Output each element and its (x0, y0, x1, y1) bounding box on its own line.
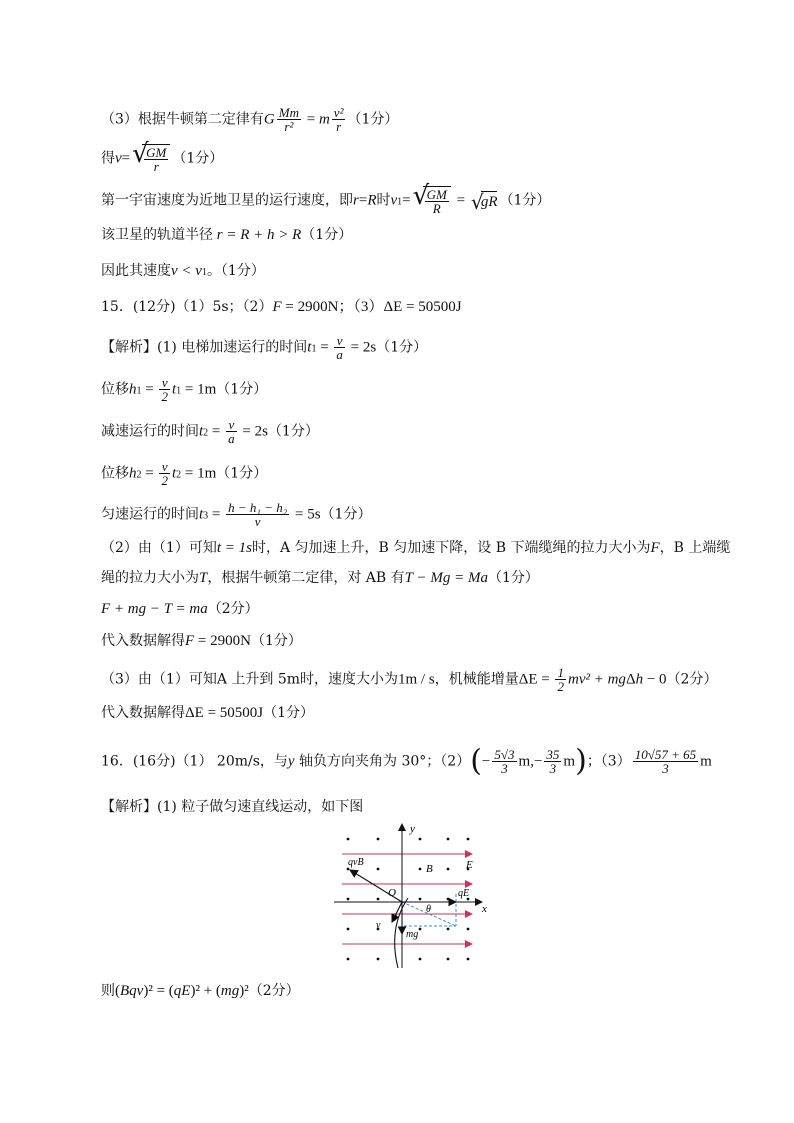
mg-label: mg (406, 929, 419, 940)
q15-analysis-7: 绳的拉力大小为T，根据牛顿第二定律，对 AB 有T − Mg = Ma（1分） (101, 570, 539, 586)
v-label: v (376, 920, 381, 931)
q15-analysis-4: 位移h2 = $\frac{v}{2}$ t2 = 1m（1分） (101, 459, 268, 488)
q15-analysis-3: 减速运行的时间t2 = $\frac{v}{a}$ = 2s（1分） (101, 417, 319, 446)
answer-line-1: （3）根据牛顿第二定律有G $\frac{Mm}{\text{r²}}$ = m $\frac{\text{v²}}{r}$ （1分） (101, 105, 399, 134)
answer-line-3: 第一宇宙速度为近地卫星的运行速度，即r=R时v1= √ $\frac{GM}{R}$ = √ gR （1分） (101, 181, 551, 216)
q15-analysis-6: （2）由（1）可知t = 1s时，A 匀加速上升，B 匀加速下降，设 B 下端缆绳的拉力大小为F，B 上端缆 (101, 540, 731, 556)
theta-label-1: θ (426, 904, 431, 915)
theta-label-2: θ (392, 913, 397, 924)
q15-analysis-1: 【解析】(1) 电梯加速运行的时间t1 = $\frac{v}{a}$ = 2s（1分） (101, 333, 428, 362)
answer-line-2: 得v= √ $\frac{GM}{r}$ （1分） (101, 139, 224, 174)
q15-analysis-5: 匀速运行的时间t3 = $\frac{\text{h − h₁ − h₂}}{v}$ = 5s（1分） (101, 500, 372, 529)
answer-line-4: 该卫星的轨道半径 r = R + h > R（1分） (101, 227, 353, 243)
x-axis-label: x (482, 903, 487, 915)
q15-analysis-2: 位移h1 = $\frac{v}{2}$ t1 = 1m（1分） (101, 375, 268, 404)
y-axis-label: y (410, 823, 415, 835)
q15-analysis-9: 代入数据解得F = 2900N（1分） (101, 633, 302, 649)
q15-analysis-8: F + mg − T = ma（2分） (101, 601, 259, 617)
q15-answer: 15．(12分)（1）5s；（2）F = 2900N；（3）ΔE = 50500J (101, 299, 462, 315)
q16-analysis-2: 则(Bqv)² = (qE)² + (mg)²（2分） (101, 983, 300, 999)
origin-label: O (388, 887, 396, 899)
q16-analysis-1: 【解析】(1) 粒子做匀速直线运动，如下图 (101, 799, 364, 815)
qe-label: qE (458, 888, 470, 899)
answer-line-5: 因此其速度v < v1。（1分） (101, 263, 265, 279)
q15-analysis-11: 代入数据解得ΔE = 50500J（1分） (101, 705, 315, 721)
magnetic-field-dots (347, 838, 470, 961)
q16-answer: 16．(16分)（1） 20m/s，与y 轴负方向夹角为 30°；（2）(− $\frac{5√3}{3}$ m,− $\frac{35}{3}$ m)；（3） $\frac{10√57 + 65}{3}$ m (101, 743, 712, 779)
q15-analysis-10: （3）由（1）可知A 上升到 5m时，速度大小为1m / s，机械能增量ΔE = $\frac{1}{2}$ mv² + mgΔh − 0（2分） (101, 665, 718, 694)
force-diagram (330, 818, 500, 970)
b-label: B (426, 863, 433, 875)
qvb-label: qvB (348, 857, 364, 868)
e-label: E (466, 859, 473, 871)
